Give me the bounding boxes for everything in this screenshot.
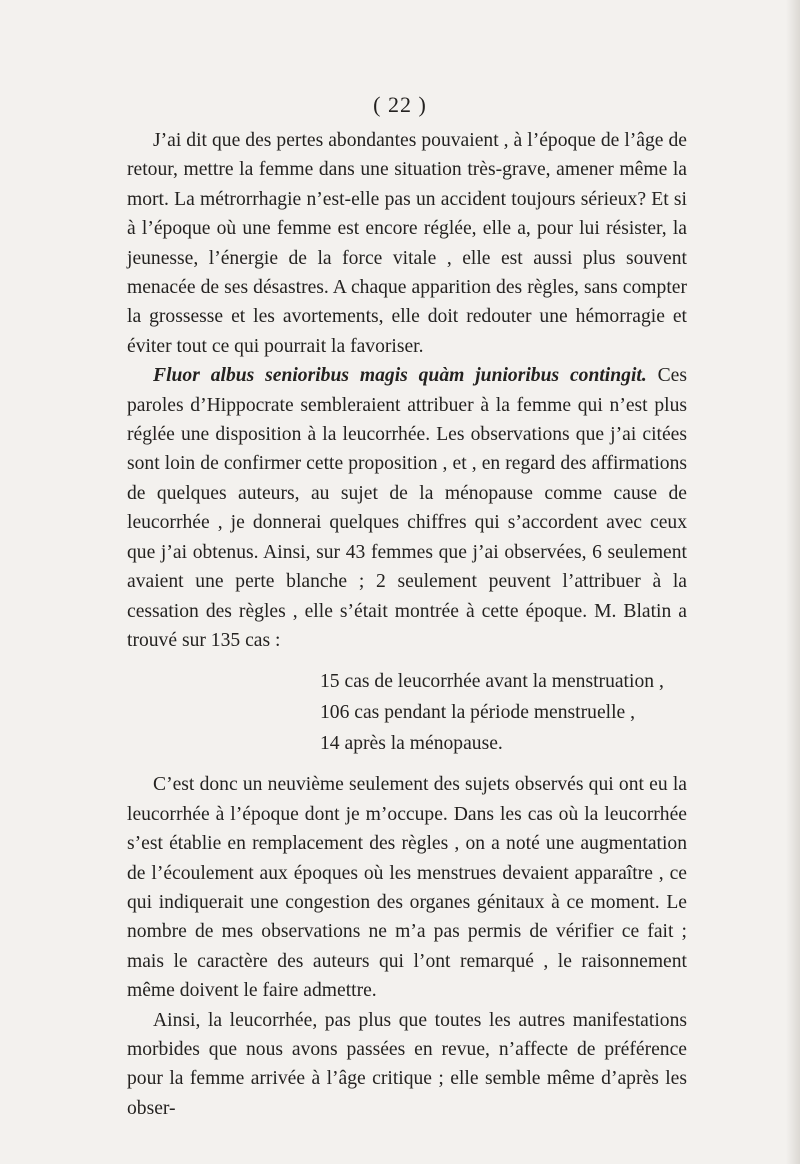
- paragraph-4: Ainsi, la leucorrhée, pas plus que toutes les autres manifestations morbides que nous avons passées en revue, n’affecte de préférence pour la femme arrivée à l’âge critique ; elle semble même d’après les obser-: [127, 1009, 687, 1119]
- latin-quotation: Fluor albus senioribus magis quàm junioribus contingit.: [153, 365, 647, 387]
- statistics-list: [127, 666, 687, 759]
- page-number: ( 22 ): [373, 92, 427, 117]
- paragraph-2: [127, 361, 687, 655]
- stat-line-before-menstruation: 15 cas de leucorrhée avant la menstruation ,: [320, 671, 664, 693]
- page-edge-shadow: [786, 0, 800, 1164]
- stat-line-after-menopause: 14 après la ménopause.: [320, 733, 503, 755]
- paragraph-2-text: Ces paroles d’Hippocrate sembleraient attribuer à la femme qui n’est plus réglée une disposition à la leucorrhée. Les observations que j’ai citées sont loin de confirmer cette proposition , et , en regard des affirmations de quelques auteurs, au sujet de la ménopause comme cause de leucorrhée , je donnerai quelques chiffres qui s’accordent avec ceux que j’ai obtenus. Ainsi, sur 43 femmes que j’ai observées, 6 seulement avaient une perte blanche ; 2 seulement peuvent l’attribuer à la cessation des règles , elle s’était montrée à cette époque. M. Blatin a trouvé sur 135 cas :: [127, 365, 687, 651]
- paragraph-3: C’est donc un neuvième seulement des sujets observés qui ont eu la leucorrhée à l’époque dont je m’occupe. Dans les cas où la leucorrhée s’est établie en remplacement des règles , on a noté une augmentation de l’écoulement aux époques où les menstrues devaient apparaître , ce qui indiquerait une congestion des organes génitaux à ce moment. Le nombre de mes observations ne m’a pas permis de vérifier ce fait ; mais le caractère des auteurs qui l’ont remarqué , le raisonnement même doivent le faire admettre.: [127, 774, 687, 1002]
- paragraph-1: J’ai dit que des pertes abondantes pouvaient , à l’époque de l’âge de retour, mettre la femme dans une situation très-grave, amener même la mort. La métrorrhagie n’est-elle pas un accident toujours sérieux? Et si à l’époque où une femme est encore réglée, elle a, pour lui résister, la jeunesse, l’énergie de la force vitale , elle est aussi plus souvent menacée de ses désastres. A chaque apparition des règles, sans compter la grossesse et les avortements, elle doit redouter une hémorragie et éviter tout ce qui pourrait la favoriser.: [127, 130, 687, 357]
- body-text: [127, 126, 687, 1123]
- stat-line-menstrual-period: 106 cas pendant la période menstruelle ,: [320, 702, 636, 724]
